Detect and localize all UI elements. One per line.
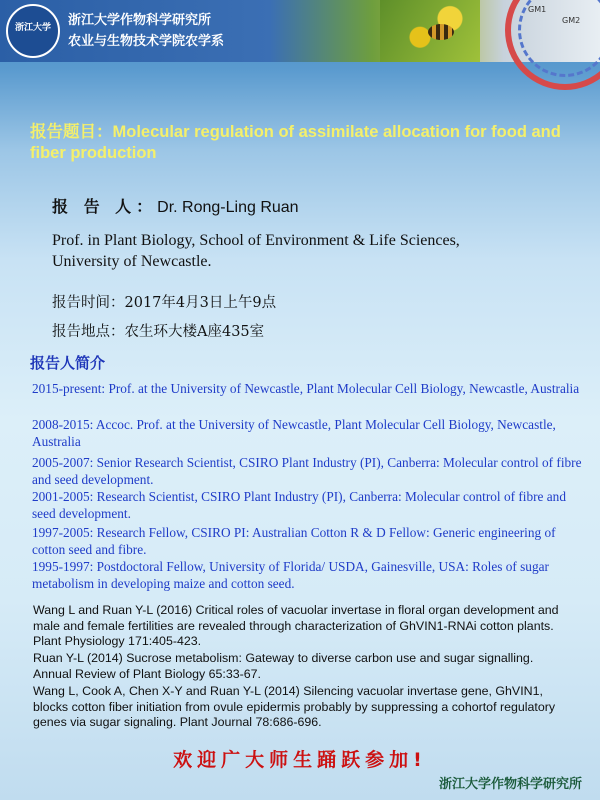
- time-label: 报告时间：: [52, 295, 125, 311]
- institute-name: 浙江大学作物科学研究所: [68, 13, 212, 28]
- talk-title: [30, 121, 590, 164]
- publication-entry: Wang L, Cook A, Chen X-Y and Ruan Y-L (2014) Silencing vacuolar invertase gene, GhVIN1, blocks cotton fiber initiation from ovule epidermis probably by suppressing a cohortof regulatory genes via sugar signaling. Plant Journal 78:686-696.: [33, 684, 556, 730]
- department-name: 农业与生物技术学院农学系: [68, 34, 225, 49]
- speaker-name: Dr. Rong-Ling Ruan: [157, 199, 299, 216]
- talk-time: [52, 291, 276, 312]
- welcome-message: 欢迎广大师生踊跃参加!: [173, 749, 427, 771]
- publication-entry: Ruan Y-L (2014) Sucrose metabolism: Gateway to diverse carbon use and sugar signalling. Annual Review of Plant Biology 65:33-67.: [33, 651, 534, 681]
- place-label: 报告地点：: [52, 324, 125, 340]
- speaker-label: 报 告 人：: [52, 197, 158, 216]
- organizer-name: 浙江大学作物科学研究所: [438, 777, 582, 792]
- university-logo: [6, 4, 60, 58]
- bio-entry: 2008-2015: Accoc. Prof. at the University of Newcastle, Plant Molecular Cell Biology, Newcastle, Australia: [32, 417, 556, 449]
- bio-entry: 2005-2007: Senior Research Scientist, CSIRO Plant Industry (PI), Canberra: Molecular control of fibre and seed development.: [32, 455, 582, 487]
- talk-title-text: Molecular regulation of assimilate allocation for food and fiber production: [30, 123, 561, 162]
- speaker-affiliation: Prof. in Plant Biology, School of Environment & Life Sciences, University of Newcastle.: [52, 232, 460, 270]
- bio-entry: 2015-present: Prof. at the University of Newcastle, Plant Molecular Cell Biology, Newcastle, Australia: [32, 381, 580, 396]
- bio-entry: 1997-2005: Research Fellow, CSIRO PI: Australian Cotton R & D Fellow: Generic engineering of cotton seed and fibre.: [32, 525, 556, 557]
- bio-entry: 1995-1997: Postdoctoral Fellow, University of Florida/ USDA, Gainesville, USA: Roles of sugar metabolism in developing maize and cotton seed.: [32, 559, 549, 591]
- bee-image: [428, 24, 454, 40]
- speaker-bio-heading: 报告人简介: [30, 354, 106, 372]
- genome-label-gm2: GM2: [562, 16, 581, 25]
- publication-entry: Wang L and Ruan Y-L (2016) Critical roles of vacuolar invertase in floral organ development and male and female fertilities are revealed through characterization of GhVIN1-RNAi cotton plants. Plant Physiology 171:405-423.: [33, 603, 559, 649]
- speaker-line: [52, 194, 299, 217]
- talk-place: [52, 320, 264, 341]
- logo-text: 浙江大学: [14, 23, 51, 33]
- time-value: 2017年4月3日上午9点: [124, 295, 277, 311]
- talk-title-label: 报告题目：: [30, 122, 113, 141]
- header-banner: [0, 0, 600, 62]
- genome-label-gm1: GM1: [528, 5, 547, 14]
- place-value: 农生环大楼A座435室: [124, 324, 265, 340]
- bio-entry: 2001-2005: Research Scientist, CSIRO Plant Industry (PI), Canberra: Molecular control of fibre and seed development.: [32, 489, 566, 521]
